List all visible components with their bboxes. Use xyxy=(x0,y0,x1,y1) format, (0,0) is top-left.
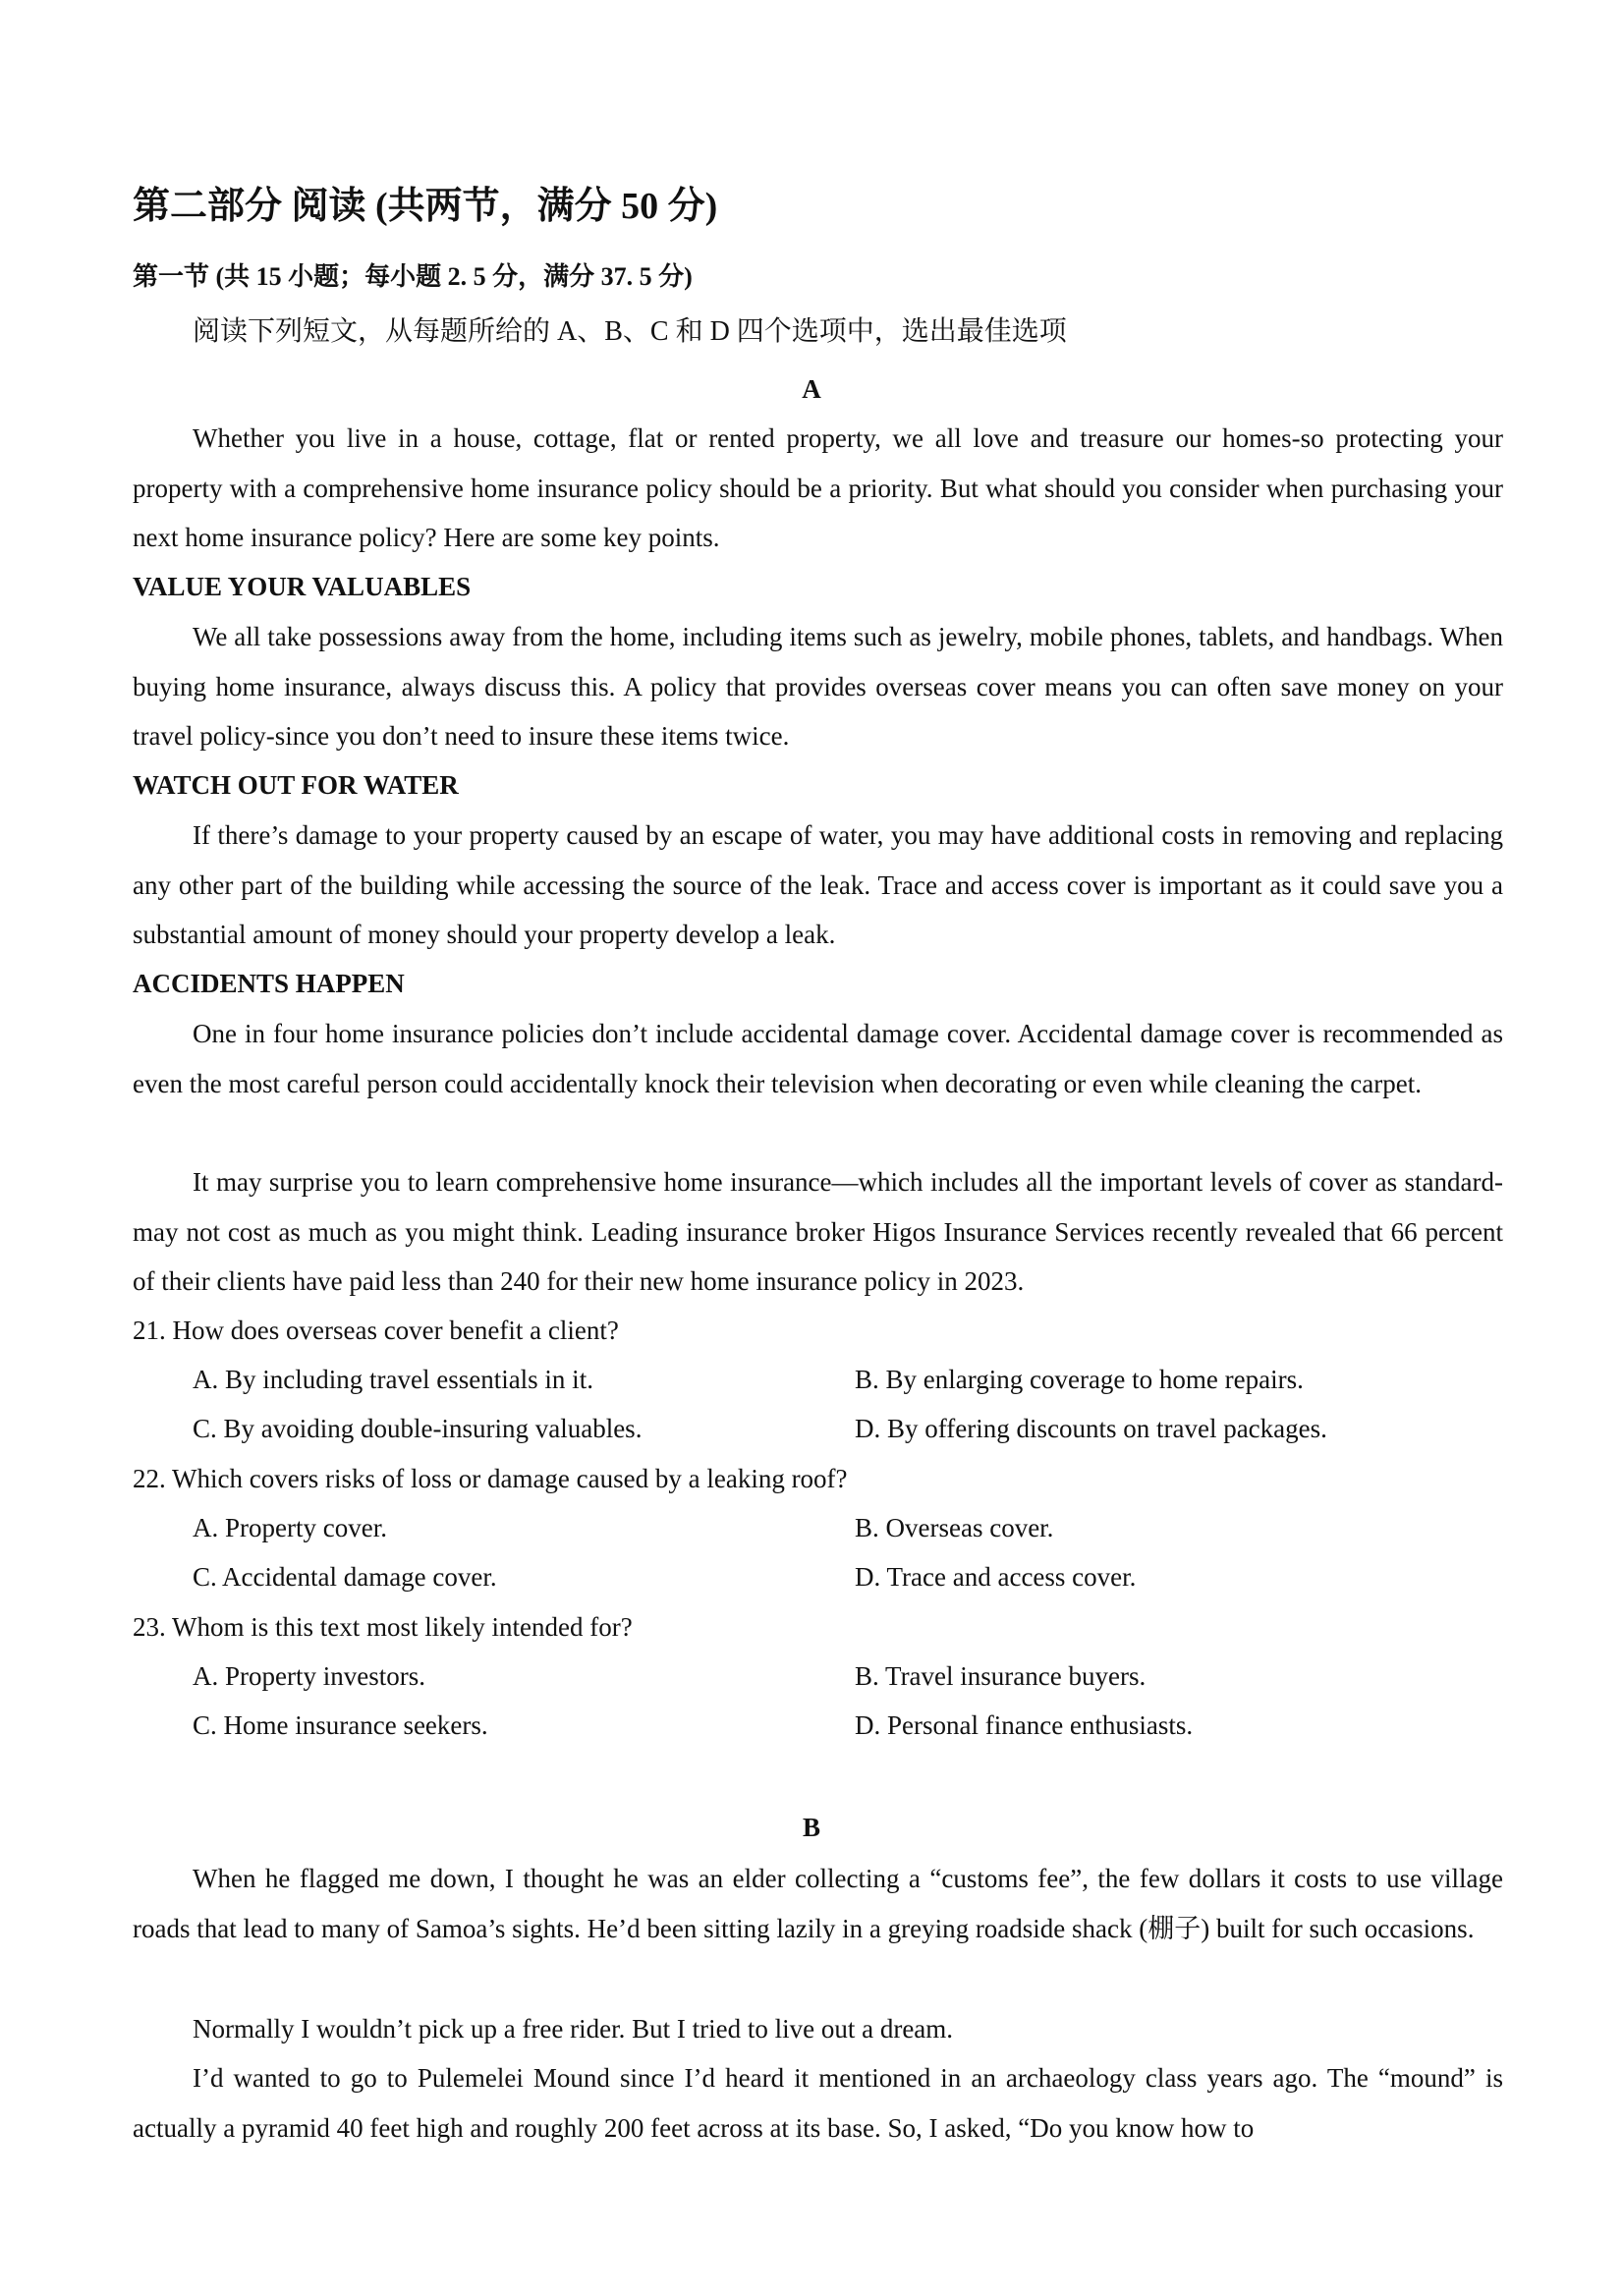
question-22: 22. Which covers risks of loss or damage caused by a leaking roof? xyxy=(133,1464,848,1493)
passage-a-intro: Whether you live in a house, cottage, flat or rented property, we all love and treasure our homes-so protecting your property with a comprehensive home insurance policy should be a priority. But what should you consider when purchasing your next home insurance policy? Here are some key points. xyxy=(133,423,1503,552)
question-21-option-c: C. By avoiding double-insuring valuables. xyxy=(193,1414,643,1443)
passage-b-paragraph-3: I’d wanted to go to Pulemelei Mound since I’d heard it mentioned in an archaeology class years ago. The “mound” is actually a pyramid 40 feet high and roughly 200 feet across at its base. So, I asked, “Do you know how to xyxy=(133,2063,1503,2143)
paragraph-valuables: We all take possessions away from the home, including items such as jewelry, mobile phones, tablets, and handbags. When buying home insurance, always discuss this. A policy that provides overseas cover means you can often save money on your travel policy-since you don’t need to insure these items twice. xyxy=(133,622,1503,751)
passage-b-paragraph-1: When he flagged me down, I thought he was an elder collecting a “customs fee”, the few dollars it costs to use village roads that lead to many of Samoa’s sights. He’d been sitting lazily in a greying roadside shack (棚子) built for such occasions. xyxy=(133,1864,1503,1943)
heading-value-your-valuables: VALUE YOUR VALUABLES xyxy=(133,572,472,601)
question-21-option-a: A. By including travel essentials in it. xyxy=(193,1365,593,1394)
section-title: 第一节 (共 15 小题；每小题 2. 5 分，满分 37. 5 分) xyxy=(133,262,693,291)
question-23: 23. Whom is this text most likely intended for? xyxy=(133,1612,633,1642)
question-22-option-c: C. Accidental damage cover. xyxy=(193,1562,497,1592)
instruction-text: 阅读下列短文，从每题所给的 A、B、C 和 D 四个选项中，选出最佳选项 xyxy=(193,316,1067,347)
question-21: 21. How does overseas cover benefit a client? xyxy=(133,1316,619,1345)
paragraph-accidents: One in four home insurance policies don’t include accidental damage cover. Accidental damage cover is recommended as even the most careful person could accidentally knock their television when decorating or even while cleaning the carpet. xyxy=(133,1019,1503,1098)
question-23-option-a: A. Property investors. xyxy=(193,1661,425,1691)
question-23-option-d: D. Personal finance enthusiasts. xyxy=(855,1710,1194,1740)
paragraph-water: If there’s damage to your property caused by an escape of water, you may have additional costs in removing and replacing any other part of the building while accessing the source of the leak. Trace and access cover is important as it could save you a substantial amount of money should your property develop a leak. xyxy=(133,820,1503,949)
question-22-option-d: D. Trace and access cover. xyxy=(855,1562,1137,1592)
question-22-option-a: A. Property cover. xyxy=(193,1513,387,1542)
question-21-option-d: D. By offering discounts on travel packages. xyxy=(855,1414,1327,1443)
passage-b-paragraph-2: Normally I wouldn’t pick up a free rider. But I tried to live out a dream. xyxy=(193,2014,954,2044)
paragraph-cost: It may surprise you to learn comprehensive home insurance—which includes all the important levels of cover as standard-may not cost as much as you might think. Leading insurance broker Higos Insurance Services recently revealed that 66 percent of their clients have paid less than 240 for their new home insurance policy in 2023. xyxy=(133,1167,1503,1296)
part-title: 第二部分 阅读 (共两节，满分 50 分) xyxy=(133,186,718,227)
question-21-option-b: B. By enlarging coverage to home repairs. xyxy=(855,1365,1304,1394)
passage-a-letter: A xyxy=(802,374,821,404)
heading-watch-out-for-water: WATCH OUT FOR WATER xyxy=(133,770,459,800)
question-22-option-b: B. Overseas cover. xyxy=(855,1513,1054,1542)
passage-b-letter: B xyxy=(802,1813,820,1842)
heading-accidents-happen: ACCIDENTS HAPPEN xyxy=(133,969,405,998)
question-23-option-b: B. Travel insurance buyers. xyxy=(855,1661,1147,1691)
question-23-option-c: C. Home insurance seekers. xyxy=(193,1710,488,1740)
